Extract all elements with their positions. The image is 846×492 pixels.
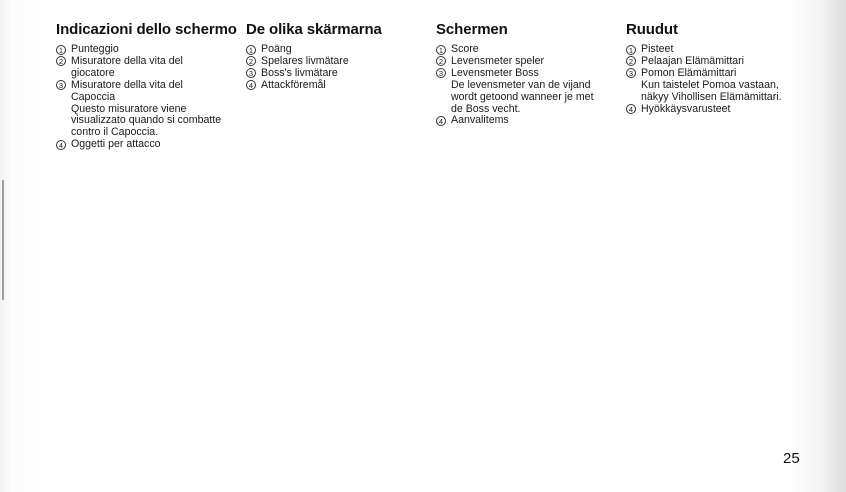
circled-number: 4: [436, 116, 446, 126]
section-title: Indicazioni dello schermo: [56, 21, 237, 38]
item-text: Levensmeter Boss: [451, 66, 539, 79]
item-text: Capoccia: [71, 90, 116, 103]
circled-number: 3: [436, 68, 446, 78]
item-text: Aanvalitems: [451, 114, 509, 127]
circled-number: 2: [626, 56, 636, 66]
item-text: Spelares livmätare: [261, 54, 349, 67]
circled-number: 1: [246, 45, 256, 55]
circled-number: 1: [56, 45, 66, 55]
item-text: Boss's livmätare: [261, 66, 338, 79]
section-title: Schermen: [436, 21, 508, 38]
circled-number: 1: [626, 45, 636, 55]
item-list: [436, 44, 622, 127]
item-text: wordt getoond wanneer je met: [451, 90, 594, 103]
item-text: Pomon Elämämittari: [641, 66, 737, 79]
item-text: Punteggio: [71, 43, 119, 55]
list-item: [626, 104, 796, 116]
item-text: Hyökkäysvarusteet: [641, 102, 731, 115]
section-title: Ruudut: [626, 21, 678, 38]
circled-number: 3: [626, 68, 636, 78]
section-italian: [56, 21, 242, 151]
section-swedish: [246, 21, 426, 92]
circled-number: 2: [246, 56, 256, 66]
section-finnish: [626, 21, 796, 115]
section-dutch: [436, 21, 622, 127]
binding-shadow: [2, 180, 4, 300]
item-text: Misuratore della vita del: [71, 78, 183, 91]
item-text: visualizzato quando si combatte: [71, 114, 222, 127]
list-item: [246, 80, 426, 92]
item-text: Kun taistelet Pomoa vastaan,: [641, 78, 779, 91]
circled-number: 2: [436, 56, 446, 66]
list-item: [56, 139, 242, 151]
item-text: contro il Capoccia.: [71, 126, 159, 139]
circled-number: 4: [56, 140, 66, 150]
list-item: [436, 115, 622, 127]
item-text: Score: [451, 43, 479, 55]
item-text: de Boss vecht.: [451, 102, 521, 115]
circled-number: 1: [436, 45, 446, 55]
item-text: Questo misuratore viene: [71, 102, 187, 115]
item-text: Poäng: [261, 43, 292, 55]
list-item: [56, 80, 242, 140]
item-text: Oggetti per attacco: [71, 138, 161, 151]
item-text: Levensmeter speler: [451, 54, 545, 67]
item-text: Pelaajan Elämämittari: [641, 54, 745, 67]
item-text: De levensmeter van de vijand: [451, 78, 591, 91]
item-text: Misuratore della vita del: [71, 54, 183, 67]
list-item: [436, 68, 622, 116]
list-item: [626, 68, 796, 104]
item-text: näkyy Vihollisen Elämämittari.: [641, 90, 782, 103]
circled-number: 3: [56, 80, 66, 90]
circled-number: 2: [56, 56, 66, 66]
section-title: De olika skärmarna: [246, 21, 382, 38]
circled-number: 4: [626, 104, 636, 114]
item-list: [56, 44, 242, 151]
item-list: [246, 44, 426, 92]
list-item: [56, 56, 242, 80]
item-text: Attackföremål: [261, 78, 326, 91]
circled-number: 3: [246, 68, 256, 78]
item-text: giocatore: [71, 66, 115, 79]
item-text: Pisteet: [641, 43, 674, 55]
item-list: [626, 44, 796, 115]
page-number: 25: [783, 450, 800, 467]
circled-number: 4: [246, 80, 256, 90]
